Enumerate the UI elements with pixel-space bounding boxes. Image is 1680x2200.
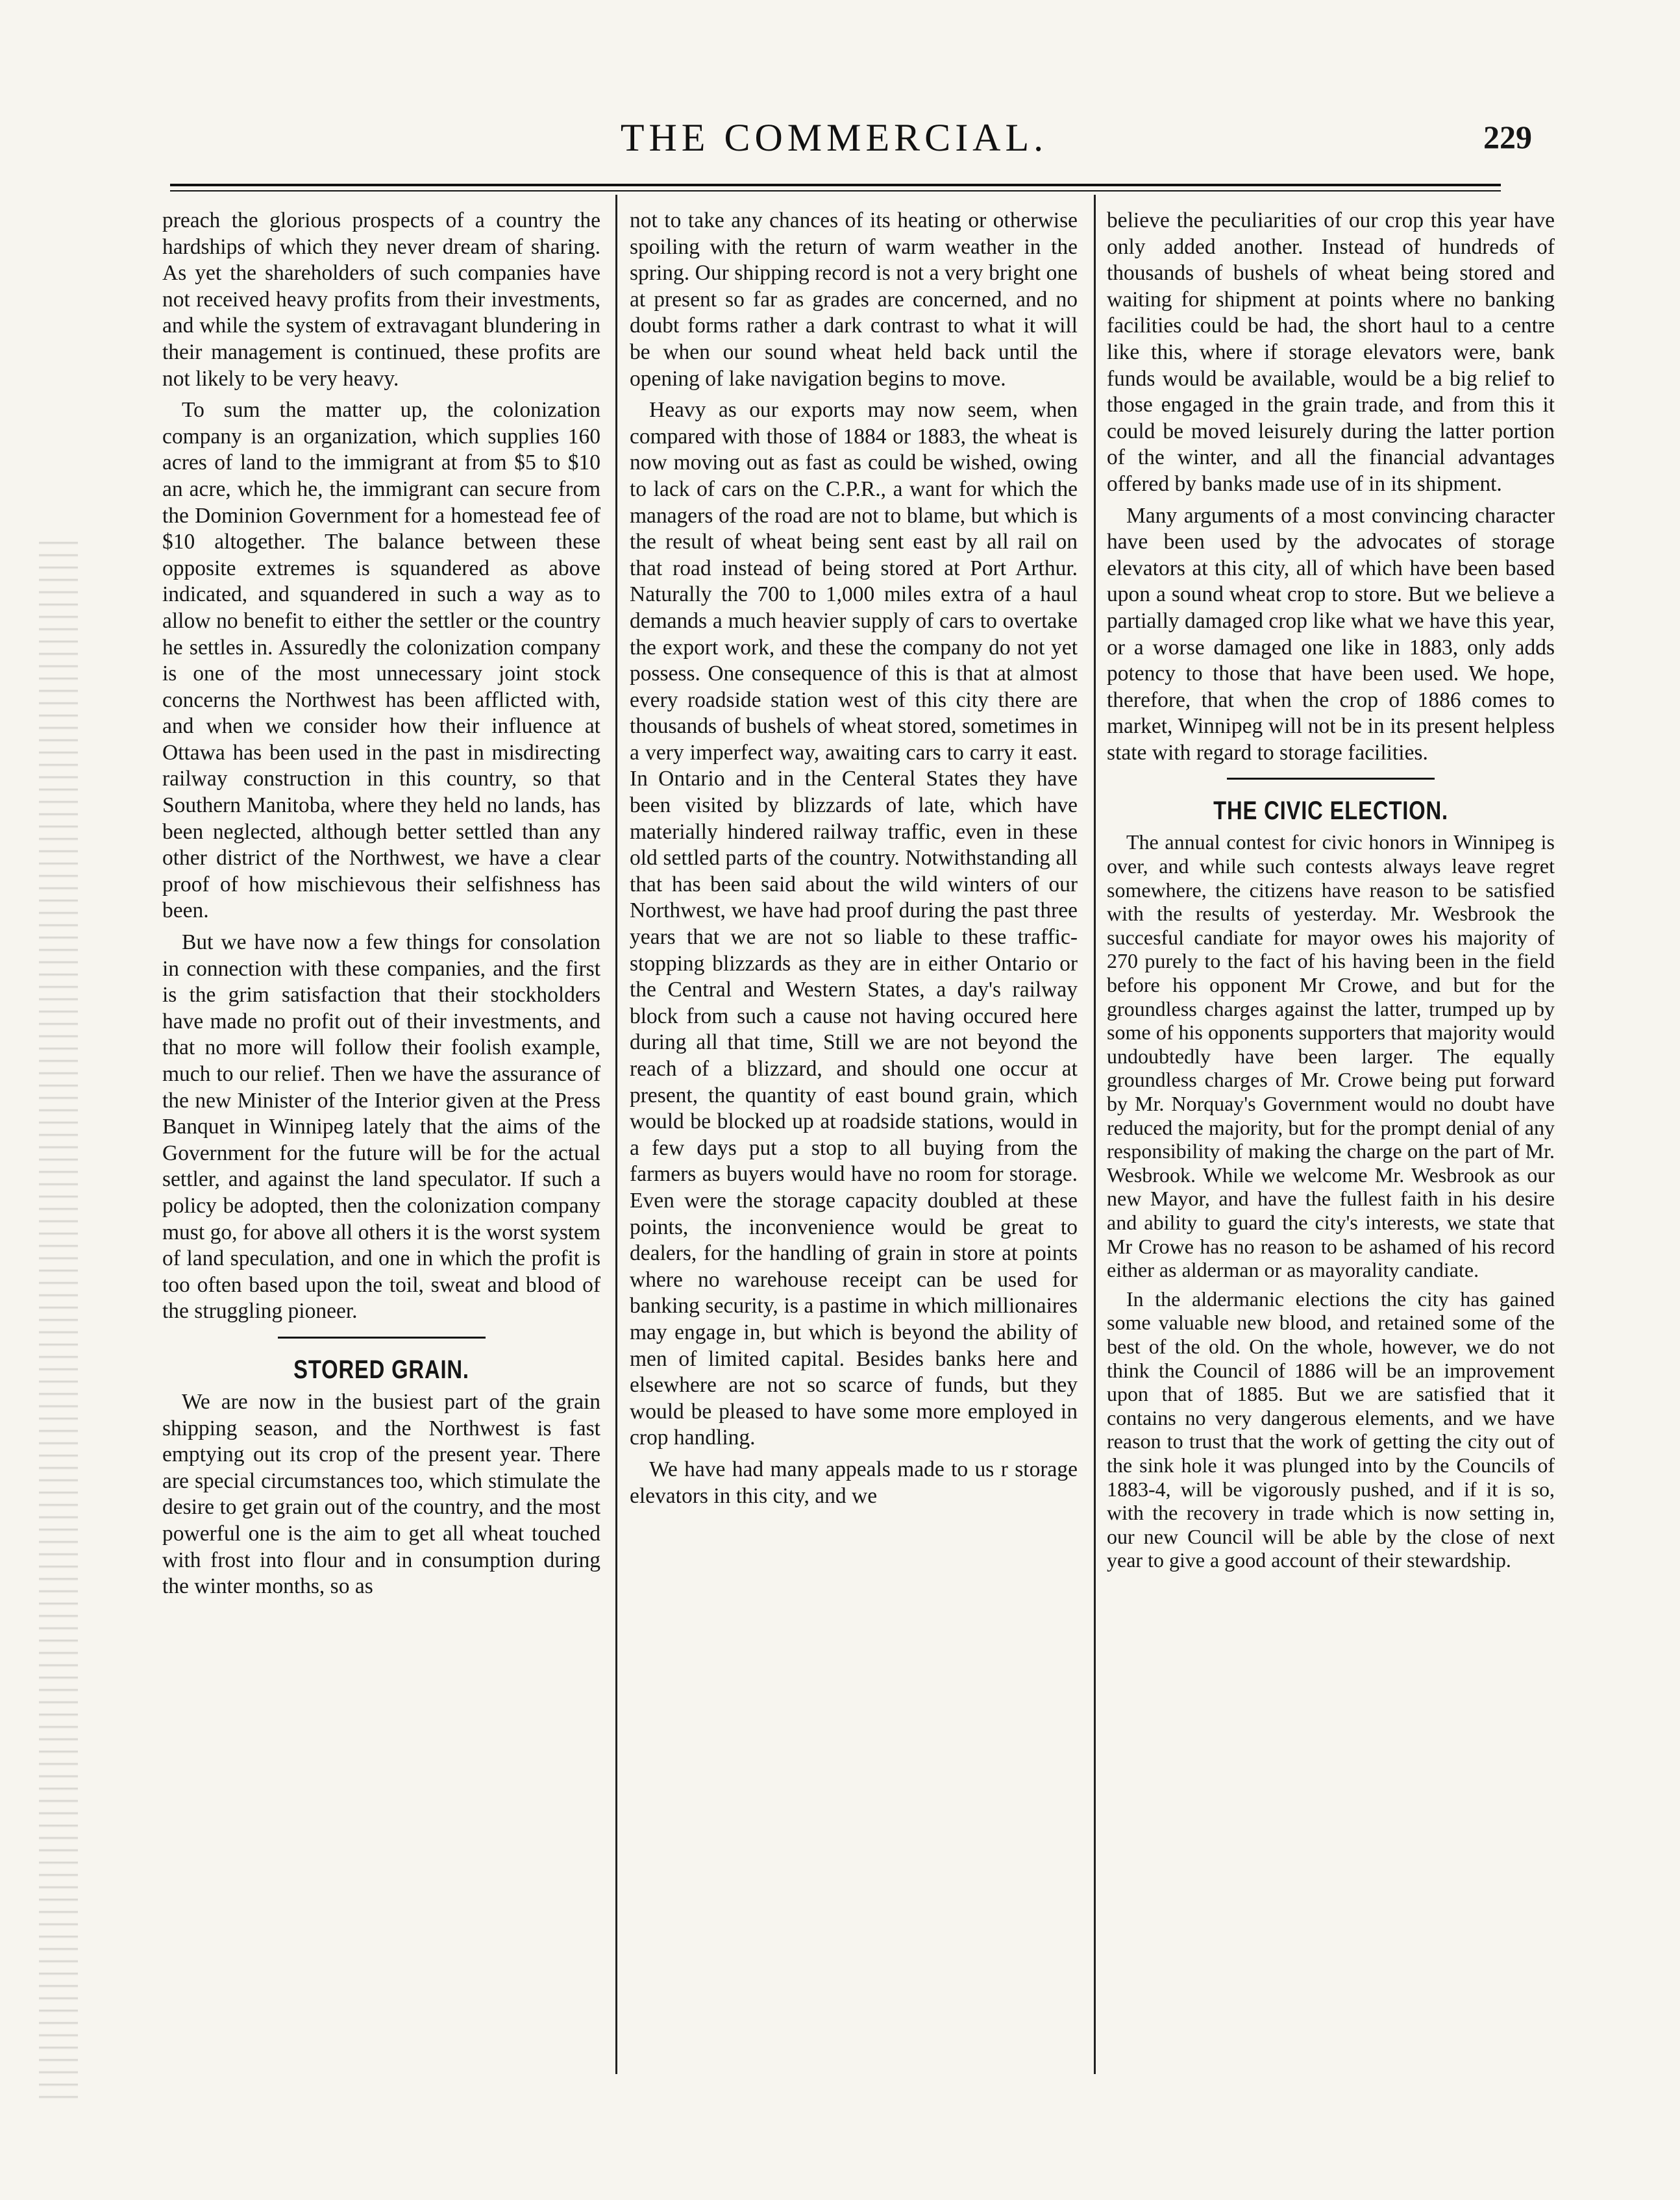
column-3-paragraph-1: believe the peculiarities of our crop this year have only added another. Instead of hundreds of thousands of bushels of wheat being stored and waiting for shipment at points where no banking facilities could be had, the short haul to a centre like this, where if storage elevators were, bank funds would be available, would be a big relief to those engaged in the grain trade, and from this it could be moved leisurely during the latter portion of the winter, and all the financial advantages offered by banks made use of in its shipment. [1107, 208, 1555, 496]
column-3-paragraph-4: In the aldermanic elections the city has gained some valuable new blood, and retained some of the best of the old. On the whole, however, we do not think the Council of 1886 will be an improvement upon that of 1885. But we are satisfied that it contains no very dangerous elements, and we have reason to trust that the work of getting the city out of the sink hole it was plunged into by the Councils of 1883-4, will be vigorously pushed, and if it is so, with the recovery in trade which is now setting in, our new Council will be able by the close of next year to give a good account of their stewardship. [1107, 1287, 1555, 1572]
column-divider-1 [615, 195, 617, 2074]
header-rule-bottom [170, 190, 1501, 192]
civic-election-body [1107, 830, 1555, 1572]
masthead [156, 116, 1532, 174]
column-1-paragraph-3: But we have now a few things for consolation in connection with these companies, and the first is the grim satisfaction that their stockholders have made no profit out of their investments, and that no more will follow their foolish example, much to our relief. Then we have the assurance of the new Minister of the Interior given at the Press Banquet in Winnipeg lately that the aims of the Government for the future will be for the actual settler, and against the land speculator. If such a policy be adopted, then the colonization company must go, for above all others it is the worst system of land speculation, and one in which the profit is too often based upon the toil, sweat and blood of the struggling pioneer. [162, 930, 600, 1324]
scan-edge-artifact [39, 532, 78, 2103]
column-1-paragraph-1: preach the glorious prospects of a country the hardships of which they never dream of sharing. As yet the shareholders of such companies have not received heavy profits from their investments, and while the system of extravagant blundering in their management is continued, these profits are not likely to be very heavy. [162, 208, 600, 391]
civic-election-heading: THE CIVIC ELECTION. [1213, 797, 1448, 826]
civic-election-heading-rule [1227, 778, 1435, 780]
column-1-paragraph-2: To sum the matter up, the colonization company is an organization, which supplies 160 acres of land to the immigrant at from $5 to $10 an acre, which he, the immigrant can secure from the Dominion Government for a homestead fee of $10 altogether. The balance between these opposite extremes is squandered as above indicated, and squandered in such a way as to allow no benefit to either the settler or the country he settles in. Assuredly the colonization company is one of the most unnecessary joint stock concerns the Northwest has been afflicted with, and when we consider how their influence at Ottawa has been used in the past in misdirecting railway construction in this country, so that Southern Manitoba, where they held no lands, has been neglected, although better settled than any other district of the Northwest, we have a clear proof of how mischievous their selfishness has been. [162, 398, 600, 923]
column-1 [162, 208, 600, 1600]
column-divider-2 [1094, 195, 1096, 2074]
column-3-paragraph-2: Many arguments of a most convincing character have been used by the advocates of storage elevators at this city, all of which have been based upon a sound wheat crop to store. But we believe a partially damaged crop like what we have this year, or a worse damaged one like in 1883, only adds potency to those that have been used. We hope, therefore, that when the crop of 1886 comes to market, Winnipeg will not be in its present helpless state with regard to storage facilities. [1107, 503, 1555, 765]
publication-title: THE COMMERCIAL. [620, 116, 1048, 159]
header-rule-top [170, 184, 1501, 186]
column-2-paragraph-2: Heavy as our exports may now seem, when compared with those of 1884 or 1883, the wheat is now moving out as fast as could be wished, owing to lack of cars on the C.P.R., a want for which the managers of the road are not to blame, but which is the result of wheat being sent east by all rail on that road instead of being stored at Port Arthur. Naturally the 700 to 1,000 miles extra of a haul demands a much heavier supply of cars to overtake the export work, and these the company do not yet possess. One consequence of this is that at almost every roadside station west of this city there are thousands of bushels of wheat stored, sometimes in a very imperfect way, awaiting cars to carry it east. In Ontario and in the Centeral States they have been visited by blizzards of late, which have materially hindered railway traffic, even in these old settled parts of the country. Notwithstanding all that has been said about the wild winters of our Northwest, we have had proof during the past three years that we are not so liable to these traffic-stopping blizzards as they are in either Ontario or the Central and Western States, a day's railway block from such a cause not having occured here during all that time, Still we are not beyond the reach of a blizzard, and should one occur at present, the quantity of east bound grain, which would be blocked up at roadside stations, would in a few days put a stop to all buying from the farmers as buyers would have no room for storage. Even were the storage capacity doubled at these points, the inconvenience would be great to dealers, for the handling of grain in store at points where no warehouse receipt can be used for banking security, is a pastime in which millionaires may engage in, but which is beyond the ability of men of limited capital. Besides banks here and elsewhere are not so scarce of funds, but they would be pleased to have some more employed in crop handling. [630, 398, 1078, 1450]
column-3-paragraph-3: The annual contest for civic honors in Winnipeg is over, and while such contests always leave regret somewhere, the citizens have reason to be satisfied with the results of yesterday. Mr. Wesbrook the succesful candiate for mayor owes his majority of 270 purely to the fact of his having been in the field before his opponent Mr Crowe, and but for the groundless charges against the latter, trumped up by some of his opponents supporters that majority would undoubtedly have been larger. The equally groundless charges of Mr. Crowe being put forward by Mr. Norquay's Government would no doubt have reduced the majority, but for the prompt denial of any responsibility of making the charge on the part of Mr. Wesbrook. While we welcome Mr. Wesbrook as our new Mayor, and have the fullest faith in his desire and ability to guard the city's interests, we state that Mr Crowe has no reason to be ashamed of his record either as alderman or as mayorality candiate. [1107, 830, 1555, 1282]
stored-grain-heading: STORED GRAIN. [293, 1355, 469, 1384]
column-1-paragraph-4: We are now in the busiest part of the grain shipping season, and the Northwest is fast emptying out its crop of the present year. There are special circumstances too, which stimulate the desire to get grain out of the country, and the most powerful one is the aim to get all wheat touched with frost into flour and in consumption during the winter months, so as [162, 1389, 600, 1599]
column-2-paragraph-3: We have had many appeals made to us r storage elevators in this city, and we [630, 1457, 1078, 1508]
column-2 [630, 208, 1078, 1509]
stored-grain-heading-rule [278, 1337, 486, 1339]
column-3 [1107, 208, 1555, 1572]
page-number: 229 [1483, 119, 1532, 155]
column-2-paragraph-1: not to take any chances of its heating or otherwise spoiling with the return of warm weather in the spring. Our shipping record is not a very bright one at present so far as grades are concerned, and no doubt forms rather a dark contrast to what it will be when our sound wheat held back until the opening of lake navigation begins to move. [630, 208, 1078, 391]
